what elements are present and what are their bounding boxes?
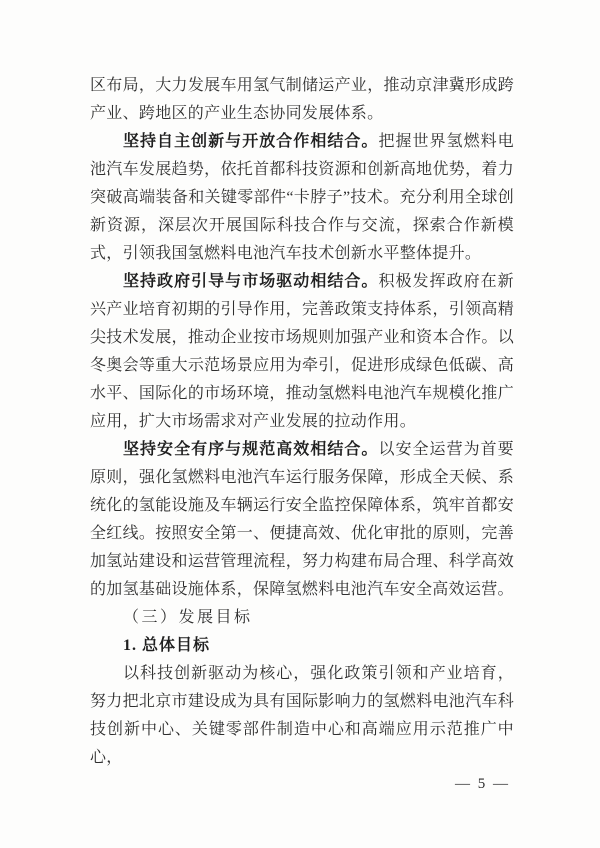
paragraph-text: 把握世界氢燃料电池汽车发展趋势，依托首都科技资源和创新高地优势，着力突破高端装备和关键零部件“卡脖子”技术。充分利用全球创新资源，深层次开展国际科技合作与交流，探索合作新模式，引领我国氢燃料电池汽车技术创新水平整体提升。 [90,133,514,262]
section-heading: （三）发展目标 [123,609,253,626]
paragraph-text: 以科技创新驱动为核心，强化政策引领和产业培育，努力把北京市建设成为具有国际影响力的氢燃料电池汽车科技创新中心、关键零部件制造中心和高端应用示范推广中心， [90,665,514,766]
page-number: — 5 — [455,776,510,792]
paragraph [90,268,514,436]
paragraph-text: 以安全运营为首要原则，强化氢燃料电池汽车运行服务保障，形成全天候、系统化的氢能设施及车辆运行安全监控保障体系，筑牢首都安全红线。按照安全第一、便捷高效、优化审批的原则，完善加氢站建设和运营管理流程，努力构建布局合理、科学高效的加氢基础设施体系，保障氢燃料电池汽车安全高效运营。 [90,441,514,598]
paragraph-lead-bold: 坚持政府引导与市场驱动相结合。 [123,273,379,290]
paragraph-text: 区布局，大力发展车用氢气制储运产业，推动京津冀形成跨产业、跨地区的产业生态协同发展体系。 [90,77,514,122]
paragraph [90,660,514,772]
paragraph [90,436,514,604]
paragraph-lead-bold: 坚持自主创新与开放合作相结合。 [123,133,379,150]
paragraph [90,72,514,128]
sub-heading: 1. 总体目标 [123,637,211,654]
paragraph-lead-bold: 坚持安全有序与规范高效相结合。 [123,441,379,458]
paragraph-text: 积极发挥政府在新兴产业培育初期的引导作用，完善政策支持体系，引领高精尖技术发展，推动企业按市场规则加强产业和资本合作。以冬奥会等重大示范场景应用为牵引，促进形成绿色低碳、高水平、国际化的市场环境，推动氢燃料电池汽车规模化推广应用，扩大市场需求对产业发展的拉动作用。 [90,273,514,430]
document-body [90,72,514,772]
paragraph [90,128,514,268]
